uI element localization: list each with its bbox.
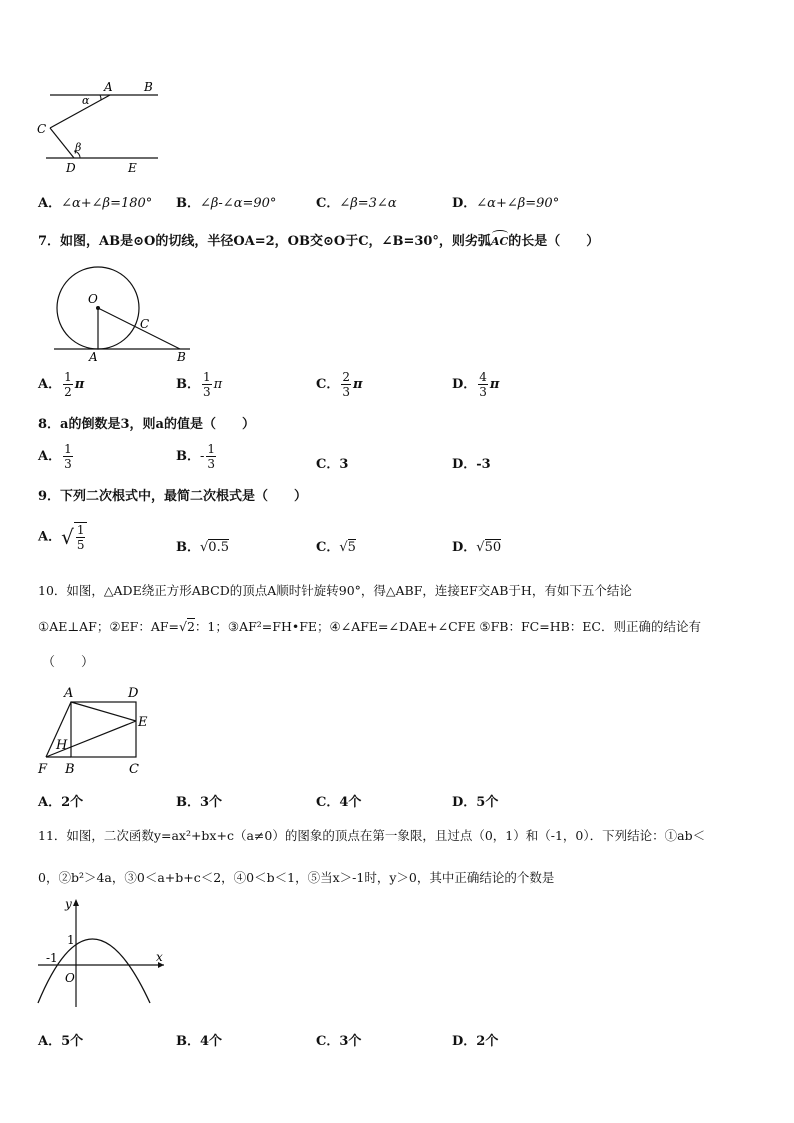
option-label: B． xyxy=(176,196,200,211)
option-label: D． xyxy=(452,377,477,392)
denominator: 3 xyxy=(207,457,216,471)
q11-label-neg1: -1 xyxy=(46,951,58,965)
option-text: 3个 xyxy=(339,1034,362,1049)
q6-label-E: E xyxy=(128,161,137,175)
option-label: A． xyxy=(38,1034,62,1049)
option-label: A． xyxy=(38,529,62,545)
option-label: B． xyxy=(176,377,200,392)
sqrt-sign: √ xyxy=(476,540,485,555)
option-label: B． xyxy=(176,540,200,555)
q11-label-x: x xyxy=(156,950,163,964)
q9-option-b[interactable] xyxy=(176,536,229,555)
q6-option-b[interactable] xyxy=(176,192,276,211)
q10-stem-line2 xyxy=(38,619,701,635)
denominator: 3 xyxy=(203,385,211,399)
q7-option-b[interactable] xyxy=(176,370,222,399)
q10-label-B: B xyxy=(65,762,75,777)
numerator: 1 xyxy=(203,370,211,384)
option-label: A． xyxy=(38,377,62,392)
q7-stem-end: 的长是（ ） xyxy=(508,234,600,249)
option-text: ∠β-∠α=90° xyxy=(200,196,277,211)
q10-line2-part1: ①AE⊥AF；②EF：AF= xyxy=(38,619,179,634)
q10-line2-part2: ：1；③AF²=FH•FE；④∠AFE=∠DAE+∠CFE ⑤FB：FC=HB：EC．则正确的结论有 xyxy=(194,619,701,634)
denominator: 3 xyxy=(342,385,350,399)
option-label: B． xyxy=(176,1034,200,1049)
pi-symbol: π xyxy=(74,377,85,392)
q7-label-C: C xyxy=(140,317,150,331)
fraction xyxy=(63,370,73,399)
option-label: C． xyxy=(316,377,340,392)
option-label: D． xyxy=(452,457,477,472)
q7-option-c[interactable] xyxy=(316,370,363,399)
denominator: 2 xyxy=(64,385,72,399)
radicand: 5 xyxy=(347,540,356,555)
option-text: -3 xyxy=(476,457,491,472)
q11-label-1: 1 xyxy=(67,933,75,947)
q11-option-d[interactable] xyxy=(452,1030,498,1049)
option-label: C． xyxy=(316,795,340,810)
numerator: 2 xyxy=(342,370,350,384)
q8-option-d[interactable] xyxy=(452,453,491,472)
denominator: 5 xyxy=(76,538,85,552)
q10-stem-line3: （ ） xyxy=(42,655,95,670)
q11-figure xyxy=(34,895,169,1010)
q11-option-a[interactable] xyxy=(38,1030,83,1049)
q8-stem: 8．a的倒数是3，则a的值是（ ） xyxy=(38,417,255,432)
sqrt-sign: √ xyxy=(339,540,348,555)
option-label: C． xyxy=(316,1034,340,1049)
q6-label-B: B xyxy=(144,80,153,94)
fraction xyxy=(341,370,351,399)
q8-option-a[interactable] xyxy=(38,442,75,471)
q7-label-A: A xyxy=(89,350,98,364)
q7-arc-label: AC xyxy=(490,235,509,248)
q10-label-C: C xyxy=(129,762,139,777)
q8-option-b[interactable] xyxy=(176,442,218,471)
option-text: 3个 xyxy=(200,795,223,810)
option-text: 4个 xyxy=(339,795,362,810)
fraction xyxy=(63,442,73,471)
option-text: 3 xyxy=(339,457,349,472)
sign: - xyxy=(200,449,205,464)
radicand: 0.5 xyxy=(208,540,229,555)
pi-symbol: π xyxy=(489,377,500,392)
option-text: 4个 xyxy=(200,1034,223,1049)
option-text: 2个 xyxy=(476,1034,499,1049)
radicand: 2 xyxy=(186,619,195,634)
option-text: ∠α+∠β=90° xyxy=(476,196,560,211)
q7-arc xyxy=(491,234,508,250)
q10-option-d[interactable] xyxy=(452,791,498,810)
q9-option-d[interactable] xyxy=(452,536,501,555)
fraction xyxy=(206,442,216,471)
option-text: 5个 xyxy=(476,795,499,810)
q9-option-c[interactable] xyxy=(316,536,356,555)
denominator: 3 xyxy=(64,457,72,471)
option-label: A． xyxy=(38,196,62,211)
q10-stem-line1: 10．如图，△ADE绕正方形ABCD的顶点A顺时针旋转90°，得△ABF，连接EF交AB于H，有如下五个结论 xyxy=(38,583,632,598)
numerator: 4 xyxy=(479,370,487,384)
q11-stem-line2: 0，②b²＞4a，③0＜a+b+c＜2，④0＜b＜1，⑤当x＞-1时，y＞0，其中正确结论的个数是 xyxy=(38,870,555,885)
q9-stem: 9．下列二次根式中，最简二次根式是（ ） xyxy=(38,489,308,504)
q10-label-D: D xyxy=(128,686,139,701)
denominator: 3 xyxy=(479,385,487,399)
q7-figure xyxy=(54,264,194,364)
q7-stem xyxy=(38,234,599,250)
q6-label-beta: β xyxy=(75,141,82,154)
q11-option-c[interactable] xyxy=(316,1030,361,1049)
q10-label-E: E xyxy=(138,715,148,730)
numerator: 1 xyxy=(64,370,72,384)
q10-option-b[interactable] xyxy=(176,791,222,810)
q10-label-F: F xyxy=(38,762,48,777)
sqrt-sign: √ xyxy=(179,619,187,634)
sqrt-sign: √ $\frac{1}{5}$ xyxy=(61,522,87,552)
option-text: ∠β=3∠α xyxy=(339,196,397,211)
q10-label-A: A xyxy=(64,686,74,701)
option-label: D． xyxy=(452,196,477,211)
option-label: D． xyxy=(452,1034,477,1049)
numerator: 1 xyxy=(76,523,85,537)
q6-figure xyxy=(30,75,170,180)
q6-label-D: D xyxy=(66,161,76,175)
q6-label-A: A xyxy=(104,80,113,94)
q10-figure xyxy=(34,682,164,780)
q7-label-B: B xyxy=(177,350,186,364)
numerator: 1 xyxy=(207,442,216,456)
q6-option-c[interactable] xyxy=(316,192,397,211)
q11-label-y: y xyxy=(65,897,72,911)
q6-label-alpha: α xyxy=(82,94,90,107)
q7-option-d[interactable] xyxy=(452,370,499,399)
q11-label-O: O xyxy=(65,971,75,985)
option-label: A． xyxy=(38,449,62,464)
pi-symbol: π xyxy=(213,377,223,392)
option-label: C． xyxy=(316,457,340,472)
q7-option-a[interactable] xyxy=(38,370,84,399)
option-label: C． xyxy=(316,196,340,211)
option-text: 5个 xyxy=(61,1034,84,1049)
option-label: B． xyxy=(176,795,200,810)
pi-symbol: π xyxy=(353,377,363,392)
q10-option-a[interactable] xyxy=(38,791,83,810)
numerator: 1 xyxy=(64,442,72,456)
q10-label-H: H xyxy=(56,738,68,753)
option-text: ∠α+∠β=180° xyxy=(61,196,153,211)
q6-option-d[interactable] xyxy=(452,192,559,211)
option-label: D． xyxy=(452,540,477,555)
q11-stem-line1: 11．如图，二次函数y=ax²+bx+c（a≠0）的图象的顶点在第一象限，且过点（0，1）和（-1，0）．下列结论：①ab＜ xyxy=(38,828,706,843)
q7-stem-text: 7．如图，AB是⊙O的切线，半径OA=2，OB交⊙O于C，∠B=30°，则劣弧 xyxy=(38,234,491,249)
radicand: 50 xyxy=(484,540,502,555)
q6-option-a[interactable] xyxy=(38,192,152,211)
option-label: D． xyxy=(452,795,477,810)
option-label: C． xyxy=(316,540,340,555)
q8-option-c[interactable] xyxy=(316,453,348,472)
q7-label-O: O xyxy=(88,292,98,306)
fraction xyxy=(202,370,212,399)
q10-option-c[interactable] xyxy=(316,791,361,810)
q6-label-C: C xyxy=(37,122,47,136)
option-label: A． xyxy=(38,795,62,810)
arc-mark xyxy=(492,230,508,237)
fraction xyxy=(478,370,488,399)
q9-option-a[interactable] xyxy=(38,522,87,552)
option-label: B． xyxy=(176,449,200,464)
option-text: 2个 xyxy=(61,795,84,810)
sqrt-sign: √ xyxy=(200,540,209,555)
q11-option-b[interactable] xyxy=(176,1030,222,1049)
